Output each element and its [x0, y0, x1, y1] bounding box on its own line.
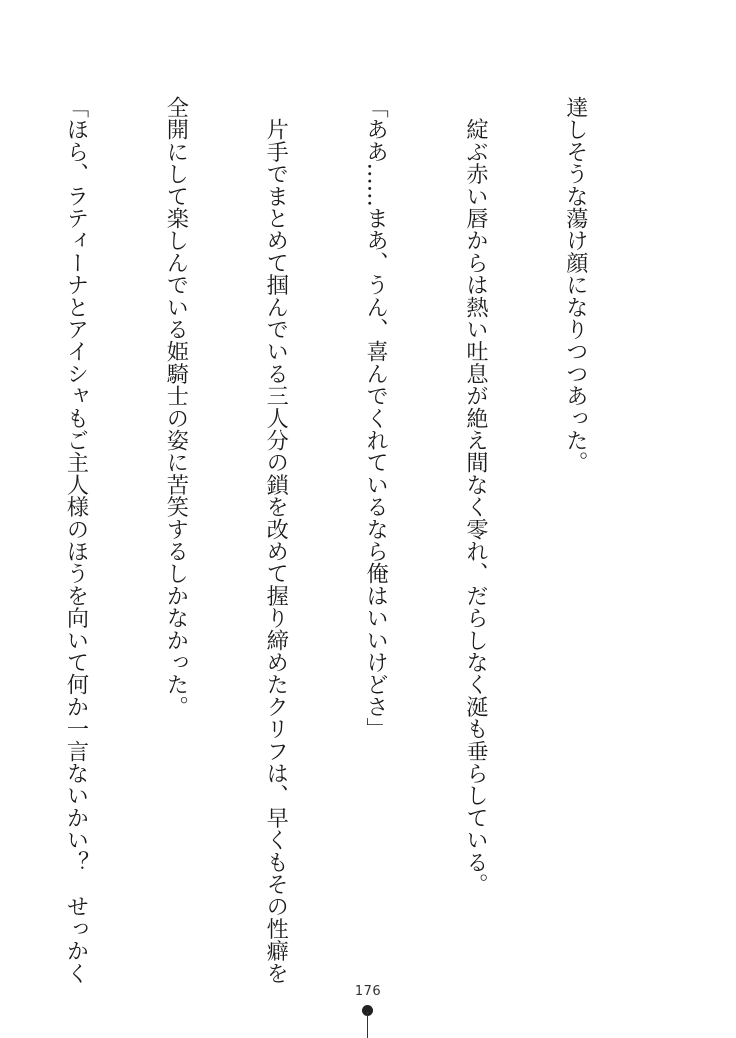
- page-number: 176: [354, 984, 382, 999]
- text-line: 片手でまとめて掴んでいる三人分の鎖を改めて握り締めたクリフは、早くもその性癖を: [262, 96, 289, 984]
- text-line: 綻ぶ赤い唇からは熱い吐息が絶え間なく零れ、だらしなく涎も垂らしている。: [462, 96, 489, 896]
- page-ornament-stem: [367, 1012, 368, 1038]
- text-line: 全開にして楽しんでいる姫騎士の姿に苦笑するしかなかった。: [162, 96, 189, 718]
- text-line: 達しそうな蕩け顔になりつつあった。: [562, 96, 589, 474]
- text-line: 「ああ……まあ、うん、喜んでくれているなら俺はいいけどさ」: [362, 96, 389, 740]
- vertical-text-body: [62, 96, 658, 984]
- text-line: 「ほら、ラティーナとアイシャもご主人様のほうを向いて何か一言ないかい？ せっかく: [62, 96, 89, 984]
